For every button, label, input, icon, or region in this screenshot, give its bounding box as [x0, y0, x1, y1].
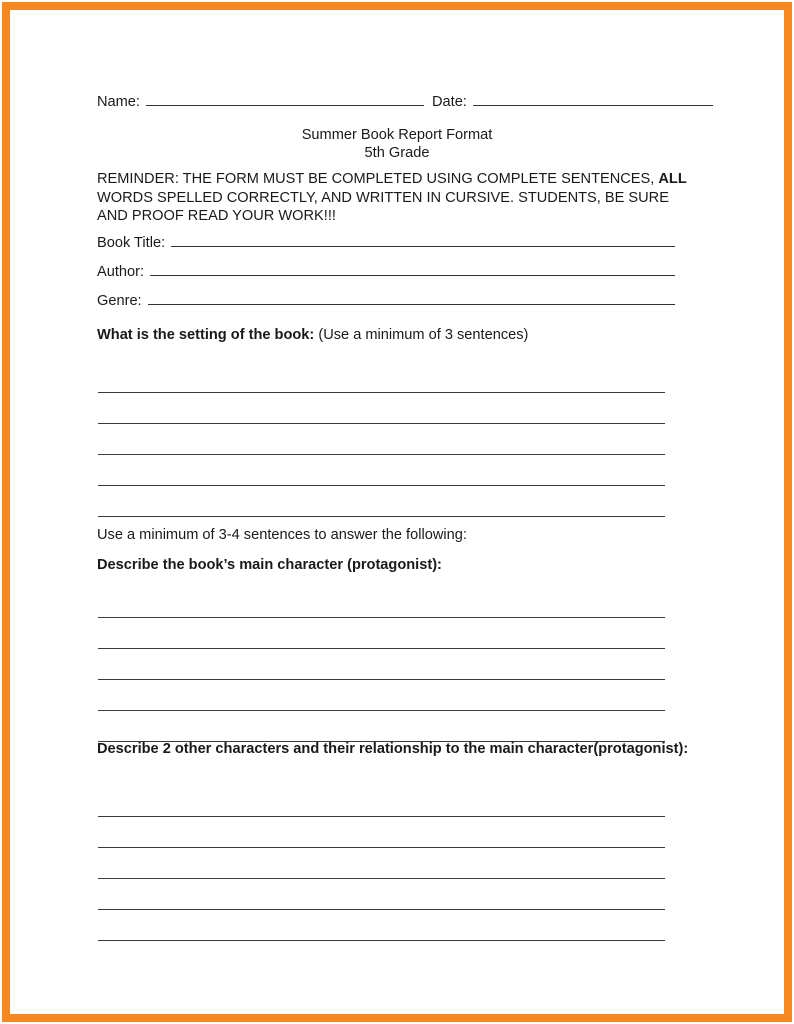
reminder-emphasis-all: ALL: [658, 171, 687, 187]
protagonist-question: Describe the book’s main character (protagonist):: [97, 557, 442, 573]
book-title-input-line[interactable]: [171, 234, 675, 247]
write-line[interactable]: [98, 711, 665, 742]
write-line[interactable]: [98, 587, 665, 618]
author-field: [97, 263, 675, 282]
other-characters-question: Describe 2 other characters and their relationship to the main character(protagonist):: [97, 741, 689, 757]
page-subtitle: 5th Grade: [364, 145, 430, 161]
write-line[interactable]: [98, 424, 665, 455]
write-line[interactable]: [98, 362, 665, 393]
write-line[interactable]: [98, 680, 665, 711]
other-characters-answer-lines[interactable]: [98, 786, 665, 941]
setting-question-label: What is the setting of the book:: [97, 327, 315, 343]
write-line[interactable]: [98, 879, 665, 910]
date-input-line[interactable]: [473, 93, 713, 106]
reminder-text-part2: WORDS SPELLED CORRECTLY, AND WRITTEN IN CURSIVE. STUDENTS, BE SURE AND PROOF READ YOUR WORK!!!: [97, 189, 669, 224]
author-label: Author:: [97, 264, 145, 280]
write-line[interactable]: [98, 817, 665, 848]
book-title-field: [97, 234, 675, 253]
setting-answer-lines[interactable]: [98, 362, 665, 517]
name-date-row: [97, 93, 677, 112]
reminder-text-part1: REMINDER: THE FORM MUST BE COMPLETED USING COMPLETE SENTENCES,: [97, 171, 659, 187]
genre-input-line[interactable]: [148, 292, 675, 305]
write-line[interactable]: [98, 618, 665, 649]
protagonist-answer-lines[interactable]: [98, 587, 665, 742]
page-title: Summer Book Report Format: [301, 127, 493, 143]
write-line[interactable]: [98, 848, 665, 879]
reminder-paragraph: [97, 170, 687, 226]
document-title-block: [0, 126, 794, 162]
date-label: Date:: [431, 94, 467, 110]
write-line[interactable]: [98, 393, 665, 424]
name-input-line[interactable]: [146, 93, 424, 106]
write-line[interactable]: [98, 455, 665, 486]
setting-question-hint: (Use a minimum of 3 sentences): [314, 327, 529, 343]
write-line[interactable]: [98, 786, 665, 817]
genre-label: Genre:: [97, 293, 142, 309]
author-input-line[interactable]: [150, 263, 675, 276]
answer-instruction: Use a minimum of 3-4 sentences to answer the following:: [97, 527, 467, 543]
genre-field: [97, 292, 675, 311]
write-line[interactable]: [98, 649, 665, 680]
write-line[interactable]: [98, 486, 665, 517]
name-label: Name:: [97, 94, 140, 110]
setting-question: [97, 326, 697, 345]
write-line[interactable]: [98, 910, 665, 941]
book-title-label: Book Title:: [97, 235, 166, 251]
